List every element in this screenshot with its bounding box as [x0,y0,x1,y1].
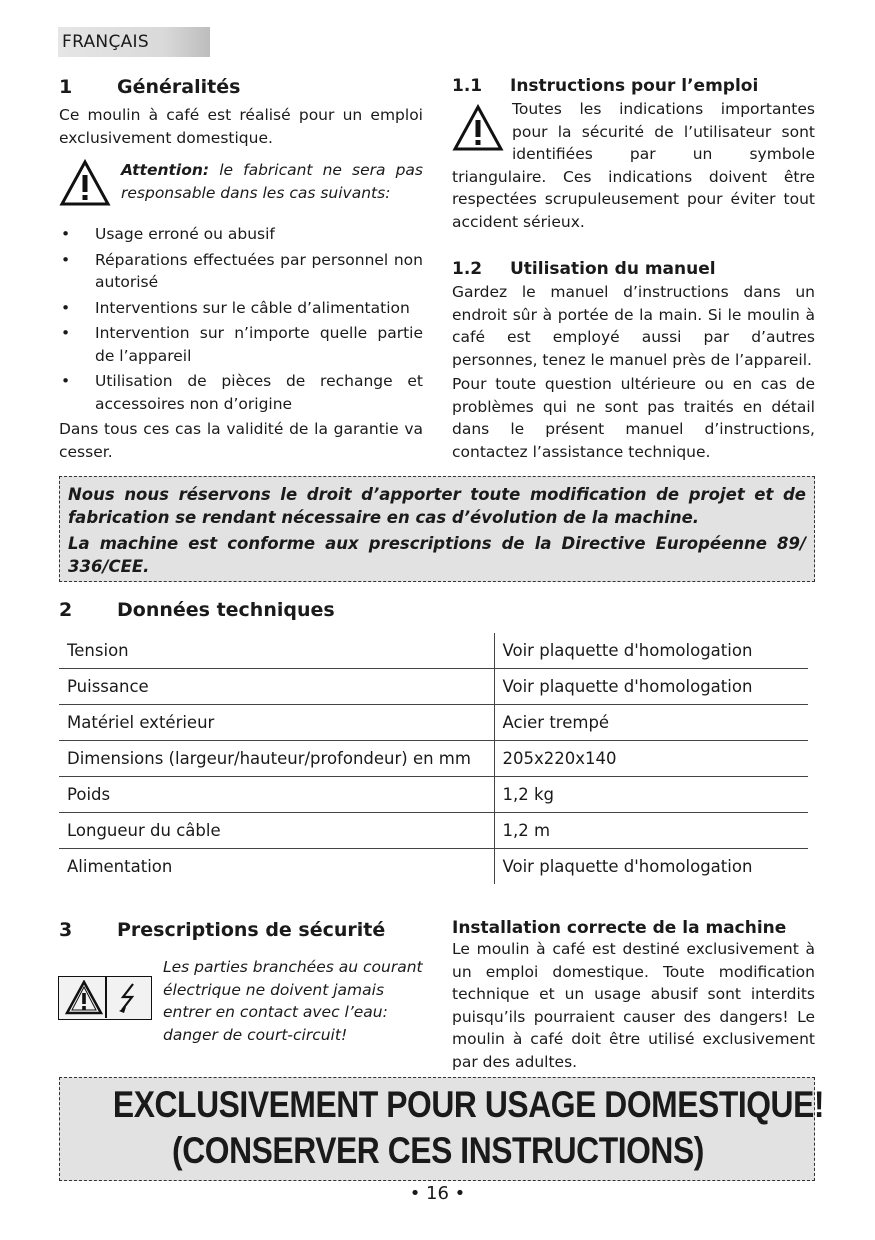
list-item: • Interventions sur le câble d’alimentation [59,297,423,320]
section-number: 1.2 [452,259,483,279]
section-1-1-body [452,98,815,233]
table-cell-label: Matériel extérieur [59,705,494,741]
table-cell-label: Tension [59,633,494,669]
attention-message: le fabricant ne sera pas responsable dans les cas suivants: [121,161,423,202]
page-number: • 16 • [409,1183,466,1204]
installation-text: Le moulin à café est destiné exclusivement à un emploi domestique. Toute modification technique et un usage abusif sont interdits puisqu’ils pourraient causer des dangers! Le moulin à café doit être utilisé exclusivement par des adultes. [452,940,815,1071]
section-1-1-text [452,98,815,233]
notice-modifications: Nous nous réservons le droit d’apporter toute modification de projet et de fabrication se rendant nécessaire en cas d’évolution de la machine. [68,485,806,527]
list-item: • Utilisation de pièces de rechange et accessoires non d’origine [59,370,423,415]
section-number: 2 [59,599,73,621]
section-title: Instructions pour l’emploi [510,76,759,96]
table-row [59,633,808,669]
safety-warning-text: Les parties branchées au courant électrique ne doivent jamais entrer en contact avec l’eau: danger de court-circuit! [163,958,423,1044]
table-cell-label: Longueur du câble [59,813,494,849]
technical-data-table [59,633,808,884]
section-number: 1.1 [452,76,483,96]
attention-text [121,159,423,204]
section-1 [59,76,423,463]
section-1-2 [452,259,815,463]
table-row [59,777,808,813]
section-title: Données techniques [117,599,335,621]
section-1-intro: Ce moulin à café est réalisé pour un emploi exclusivement domestique. [59,106,423,147]
table-row [59,669,808,705]
section-title: Généralités [117,76,241,98]
list-item: • Usage erroné ou abusif [59,223,423,246]
table-cell-value: 1,2 kg [494,777,808,813]
table-cell-label: Dimensions (largeur/hauteur/profondeur) en mm [59,741,494,777]
section-title: Prescriptions de sécurité [117,919,386,941]
attention-block [59,159,423,215]
table-cell-label: Poids [59,777,494,813]
table-cell-value: 205x220x140 [494,741,808,777]
section-1-closing: Dans tous ces cas la validité de la garantie va cesser. [59,420,423,461]
table-row [59,849,808,885]
warning-triangle-icon [65,980,103,1015]
table-cell-value: Voir plaquette d'homologation [494,669,808,705]
section-number: 3 [59,919,73,941]
table-cell-label: Alimentation [67,857,173,876]
section-2-heading [59,599,335,621]
installation-section [452,918,815,1073]
section-1-1-heading [452,76,815,96]
section-1-2-para1: Gardez le manuel d’instructions dans un endroit sûr à portée de la main. Si le moulin à café est employé aussi par d’autres personnes, tenez le manuel près de l’appareil. [452,283,815,369]
warning-triangle-icon [59,159,111,207]
section-title: Utilisation du manuel [510,259,716,279]
section-3-heading [59,919,385,941]
section-1-1 [452,76,815,233]
table-cell-value: 1,2 m [494,813,808,849]
section-1-1-text-part1: Toutes les indications importantes pour la sécurité de l’utilisateur sont identifiées par un symbole triangulaire. [452,100,815,186]
section-1-1-text-part2: Ces indications doivent être respectées scrupuleusement pour éviter tout accident sérieux. [452,167,815,231]
domestic-use-banner [59,1077,825,1181]
table-cell-label: Puissance [59,669,494,705]
table-row [59,813,808,849]
banner-line-1: EXCLUSIVEMENT POUR USAGE DOMESTIQUE! [112,1084,825,1125]
installation-title: Installation correcte de la machine [452,918,787,938]
table-row [59,705,808,741]
section-1-2-para2: Pour toute question ultérieure ou en cas de problèmes qui ne sont pas traités en détail dans le présent manuel d’instructions, contactez l’assistance technique. [452,375,815,461]
safety-pictogram [58,976,152,1020]
notice-box [59,476,815,582]
section-1-heading [59,76,423,98]
banner-line-2: (CONSERVER CES INSTRUCTIONS) [172,1130,704,1171]
table-cell-value: Voir plaquette d'homologation [494,633,808,669]
section-number: 1 [59,76,73,98]
table-cell-value: Acier trempé [494,705,808,741]
section-1-2-heading [452,259,815,279]
language-tab: FRANÇAIS [58,27,210,57]
electric-hazard-icon [113,981,145,1015]
attention-label: Attention: [121,161,210,179]
liability-list [59,223,423,415]
list-item: • Intervention sur n’importe quelle partie de l’appareil [59,322,423,367]
table-cell-value: Voir plaquette d'homologation [494,849,808,885]
warning-triangle-icon [452,104,504,152]
notice-directive: La machine est conforme aux prescriptions de la Directive Européenne 89/ 336/CEE. [68,534,806,576]
table-row [59,741,808,777]
list-item: • Réparations effectuées par personnel non autorisé [59,249,423,294]
